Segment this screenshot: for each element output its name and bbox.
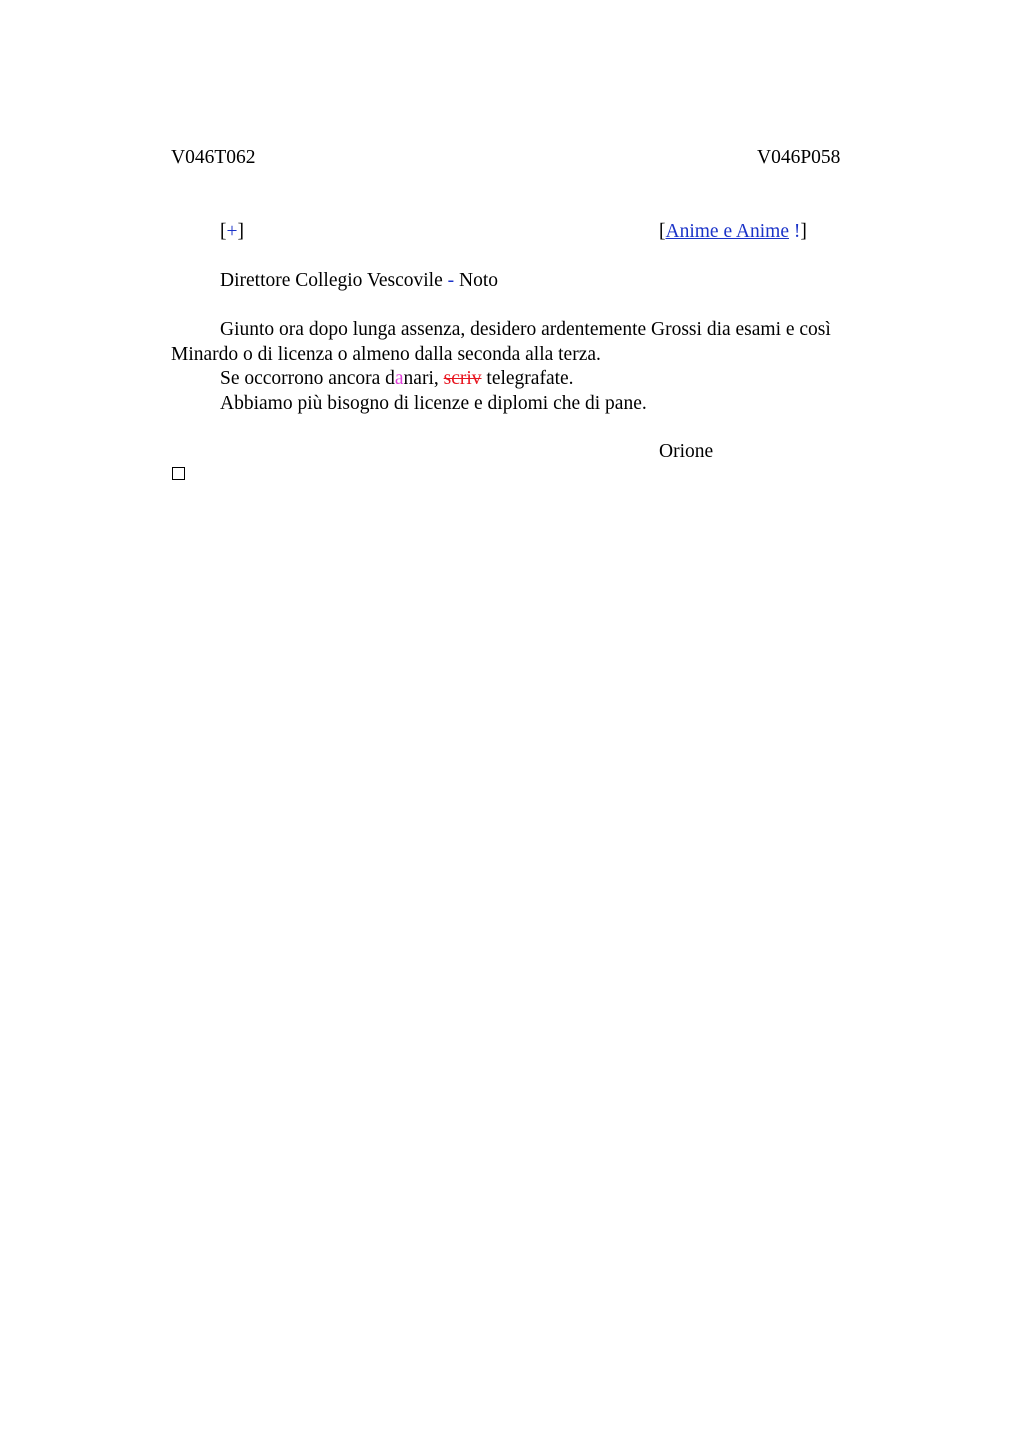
p2-start: Se occorrono ancora d xyxy=(220,368,395,389)
reference-marker xyxy=(659,220,807,244)
paragraph-2 xyxy=(171,366,871,391)
header-left-code: V046T062 xyxy=(171,147,256,168)
bracket-open: [ xyxy=(220,221,227,242)
paragraph-3: Abbiamo più bisogno di licenze e diplomi che di pane. xyxy=(220,393,647,414)
anime-e-anime-link[interactable]: Anime e Anime xyxy=(665,221,789,242)
place: Noto xyxy=(459,270,499,291)
address-separator: - xyxy=(447,270,455,291)
bracket-open: [ xyxy=(659,221,666,242)
paragraph-1: Giunto ora dopo lunga assenza, desidero ardentemente Grossi dia esami e così Minardo o di licenza o almeno dalla seconda alla terza. xyxy=(171,319,831,365)
inserted-letter: a xyxy=(394,368,404,389)
p2-mid: nari, xyxy=(403,368,444,389)
address-line xyxy=(220,269,498,293)
signature: Orione xyxy=(659,441,714,462)
plus-link[interactable]: + xyxy=(226,221,238,242)
header-right-code: V046P058 xyxy=(757,147,841,168)
recipient: Direttore Collegio Vescovile xyxy=(220,270,443,291)
deleted-word: scriv xyxy=(443,368,482,389)
bracket-close: ] xyxy=(237,221,244,242)
empty-square-icon xyxy=(172,467,185,480)
plus-marker xyxy=(220,220,244,244)
exclamation-link[interactable]: ! xyxy=(793,221,801,242)
p2-end: telegrafate. xyxy=(481,368,574,389)
bracket-close: ] xyxy=(800,221,807,242)
